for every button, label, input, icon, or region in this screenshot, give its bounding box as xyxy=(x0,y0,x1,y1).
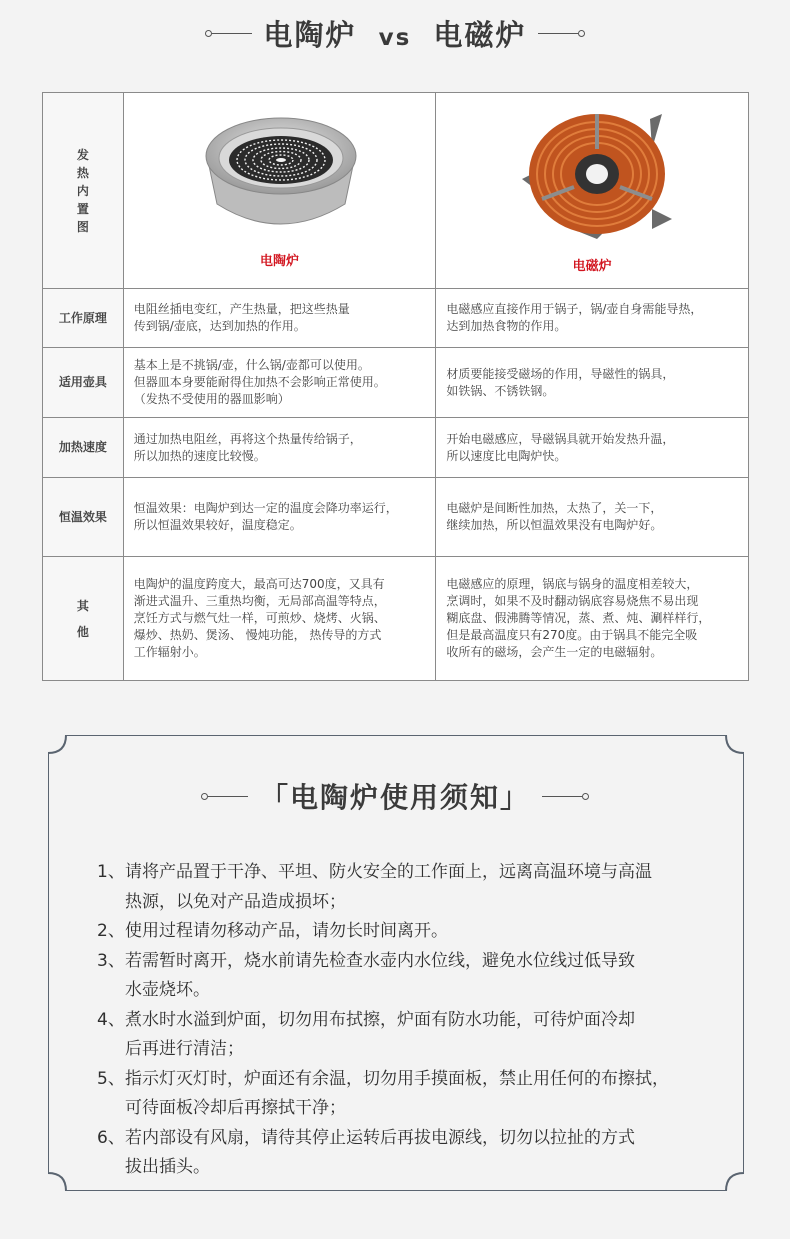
induction-cell: 电磁感应直接作用于锅子，锅/壶自身需能导热， 达到加热食物的作用。 xyxy=(436,289,749,348)
ceramic-caption: 电陶炉 xyxy=(260,253,300,269)
title-text xyxy=(264,13,527,54)
row-label: 发 热 内 置 图 xyxy=(43,93,124,289)
row-label: 工作原理 xyxy=(43,289,124,348)
induction-cell: 电磁感应的原理，锅底与锅身的温度相差较大， 烹调时，如果不及时翻动锅底容易烧焦不易出现 糊底盘、假沸腾等情况，蒸、煮、炖、涮样样行， 但是最高温度只有270度。由于锅具不能完全吸 收所有的磁场，会产生一定的电磁辐射。 xyxy=(436,557,749,681)
list-item-number: 2、 xyxy=(97,921,125,941)
title-ceramic: 电陶炉 xyxy=(263,17,357,52)
ceramic-cell: 电阻丝插电变红，产生热量，把这些热量 传到锅/壶底，达到加热的作用。 xyxy=(123,289,436,348)
row-label: 加热速度 xyxy=(43,418,124,478)
ceramic-cell: 基本上是不挑锅/壶，什么锅/壶都可以使用。 但器皿本身要能耐得住加热不会影响正常使用。 （发热不受使用的器皿影响） xyxy=(123,348,436,418)
list-item-text: 若需暂时离开，烧水前请先检查水壶内水位线，避免水位线过低导致 水壶烧坏。 xyxy=(125,950,635,1000)
row-label: 适用壶具 xyxy=(43,348,124,418)
title-induction: 电磁炉 xyxy=(433,17,527,52)
comparison-title xyxy=(0,12,790,54)
table-row xyxy=(43,478,749,557)
ornament-line xyxy=(538,33,578,34)
notice-title-text: 「电陶炉使用须知」 xyxy=(259,781,530,814)
list-item-text: 煮水时水溢到炉面，切勿用布拭擦，炉面有防水功能，可待炉面冷却 后再进行清洁； xyxy=(125,1009,635,1059)
list-item xyxy=(97,1006,717,1065)
list-item xyxy=(97,1065,717,1124)
row-label: 其 他 xyxy=(43,557,124,681)
list-item xyxy=(97,858,717,917)
table-row xyxy=(43,93,749,289)
induction-cell: 开始电磁感应，导磁锅具就开始发热升温， 所以速度比电陶炉快。 xyxy=(436,418,749,478)
ceramic-heater-icon xyxy=(195,104,365,244)
title-vs: vs xyxy=(378,24,412,51)
induction-cell: 电磁炉是间断性加热，太热了，关一下， 继续加热，所以恒温效果没有电陶炉好。 xyxy=(436,478,749,557)
table-row xyxy=(43,348,749,418)
list-item-number: 5、 xyxy=(97,1068,125,1089)
ornament-dot-icon xyxy=(201,793,208,800)
list-item-text: 使用过程请勿移动产品，请勿长时间离开。 xyxy=(125,921,448,941)
list-item-number: 4、 xyxy=(97,1009,125,1030)
ornament-dot-icon xyxy=(578,30,585,37)
induction-caption: 电磁炉 xyxy=(572,258,612,274)
notice-list xyxy=(97,858,717,1183)
list-item-text: 指示灯灭灯时，炉面还有余温，切勿用手摸面板，禁止用任何的布擦拭， 可待面板冷却后再擦拭干净； xyxy=(125,1068,669,1118)
ornament-line xyxy=(212,33,252,34)
ceramic-cell: 通过加热电阻丝，再将这个热量传给锅子， 所以加热的速度比较慢。 xyxy=(123,418,436,478)
induction-image-cell xyxy=(436,93,749,289)
table-row xyxy=(43,289,749,348)
induction-cell: 材质要能接受磁场的作用，导磁性的锅具， 如铁锅、不锈铁钢。 xyxy=(436,348,749,418)
list-item-number: 6、 xyxy=(97,1127,125,1148)
ornament-line xyxy=(542,796,582,797)
row-label: 恒温效果 xyxy=(43,478,124,557)
ceramic-cell: 恒温效果：电陶炉到达一定的温度会降功率运行， 所以恒温效果较好，温度稳定。 xyxy=(123,478,436,557)
list-item xyxy=(97,1124,717,1183)
induction-coil-icon xyxy=(502,99,682,249)
list-item-text: 若内部设有风扇，请待其停止运转后再拔电源线，切勿以拉扯的方式 拔出插头。 xyxy=(125,1127,635,1177)
list-item-number: 3、 xyxy=(97,950,125,971)
table-row xyxy=(43,557,749,681)
ceramic-image-cell xyxy=(123,93,436,289)
comparison-table xyxy=(42,92,749,681)
list-item-text: 请将产品置于干净、平坦、防火安全的工作面上，远离高温环境与高温 热源，以免对产品造成损坏； xyxy=(125,862,652,912)
table-row xyxy=(43,418,749,478)
list-item xyxy=(97,917,717,947)
ceramic-cell: 电陶炉的温度跨度大，最高可达700度，又具有 渐进式温升、三重热均衡，无局部高温等特点， 烹饪方式与燃气灶一样，可煎炒、烧烤、火锅、 爆炒、热奶、煲汤、 慢炖功能， 热传导的方式 工作辐射小。 xyxy=(123,557,436,681)
list-item-number: 1、 xyxy=(97,862,125,882)
ornament-line xyxy=(208,796,248,797)
list-item xyxy=(97,947,717,1006)
ornament-dot-icon xyxy=(205,30,212,37)
notice-title xyxy=(0,776,790,816)
ornament-dot-icon xyxy=(582,793,589,800)
